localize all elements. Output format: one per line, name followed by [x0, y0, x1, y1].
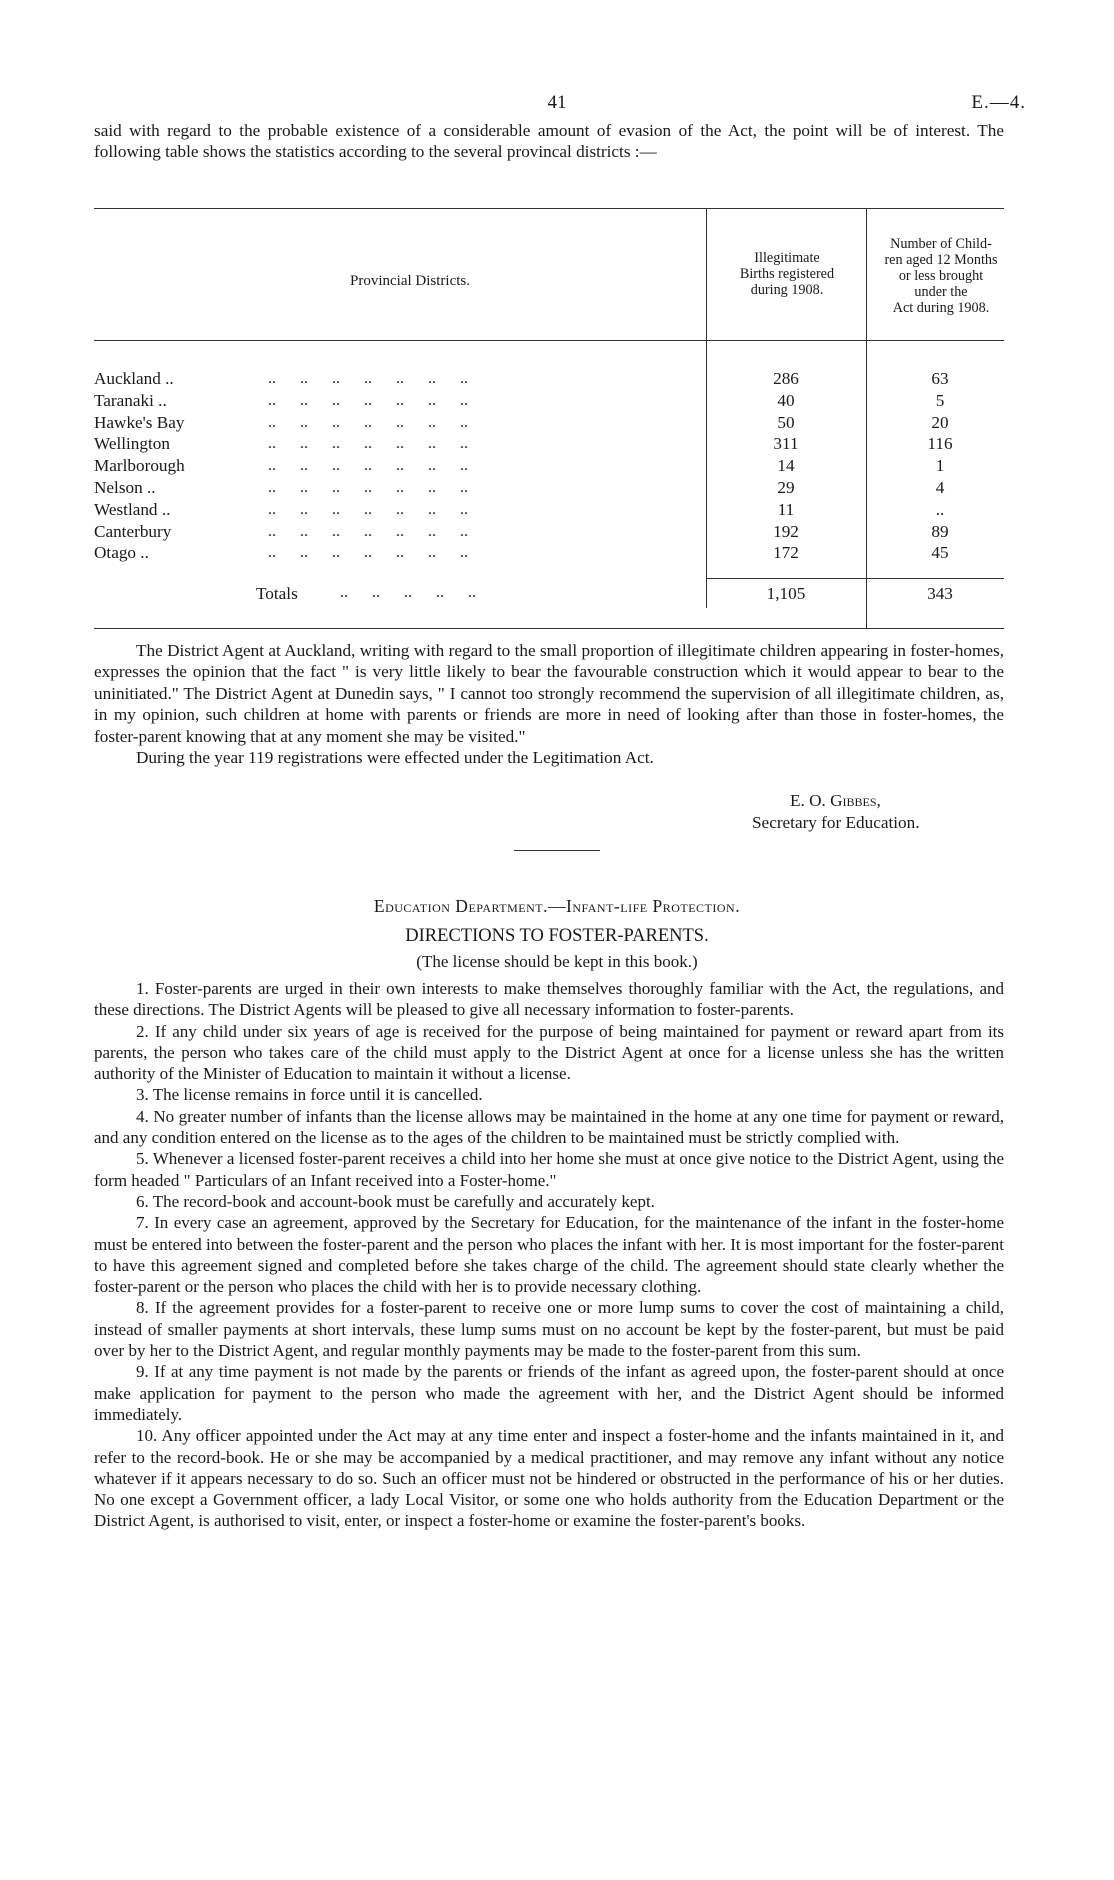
row-births: 50: [777, 412, 795, 432]
direction-item: 6. The record-book and account-book must be carefully and accurately kept.: [136, 1191, 655, 1211]
direction-item: 3. The license remains in force until it is cancelled.: [136, 1085, 483, 1105]
intro-paragraph: [94, 120, 1004, 163]
col-header-districts: Provincial Districts.: [350, 273, 470, 289]
page-number: 41: [547, 92, 567, 113]
row-births: 14: [777, 456, 795, 476]
table-row: [0, 390, 1114, 412]
table-body: [0, 368, 1114, 564]
row-children: ..: [935, 499, 945, 519]
agent-text: The District Agent at Auckland, writing with regard to the small proportion of illegitimate children appearing in foster-homes, expresses the opinion that the fact " is very little likely to bear the favourable construction which it would appear to bear to the uninitiated." The District Agent at Dunedin says, " I cannot too strongly recommend the supervision of all illegitimate children, as, in my opinion, such children at home with parents or friends are more in need of looking after than those in foster-homes, the foster-parent knowing that at any moment she may be visited.": [94, 641, 1004, 746]
direction-item: 7. In every case an agreement, approved by the Secretary for Education, for the maintenance of the infant in the foster-home must be entered into between the foster-parent and the person who places the infant with her. It is most important for the foster-parent to have this agreement signed and completed before she takes charge of the child. The agreement should state clearly whether the foster-parent or the person who places the child with her is to provide necessary clothing.: [94, 1213, 1004, 1297]
col-header-births-line: Births registered: [739, 266, 835, 282]
row-district: Nelson ..: [94, 477, 156, 497]
table-top-rule: [94, 208, 1004, 209]
direction-item: 10. Any officer appointed under the Act may at any time enter and inspect a foster-home and the infants maintained in it, and refer to the record-book. He or she may be accompanied by a medical practitioner, and may remove any infant without any notice whatever if it appears necessary to do so. Such an officer must not be hindered or obstructed in the performance of his or her duties. No one except a Government officer, a lady Local Visitor, or some one who holds authority from the Education Department or the District Agent, is authorised to visit, enter, or inspect a foster-home or examine the foster-parent's books.: [94, 1426, 1004, 1531]
table-header-rule: [94, 340, 1004, 341]
directions-list: [94, 978, 1004, 1532]
section-heading: Education Department.—Infant-life Protection.: [373, 896, 741, 916]
col-header-births: [712, 250, 862, 298]
row-district: Hawke's Bay: [94, 412, 185, 432]
table-row: [0, 542, 1114, 564]
row-births: 172: [773, 543, 799, 563]
table-row: [0, 455, 1114, 477]
row-children: 116: [927, 434, 953, 454]
row-district: Wellington: [94, 434, 170, 454]
table-row: [0, 412, 1114, 434]
direction-item: 9. If at any time payment is not made by the parents or friends of the infant as agreed upon, the foster-parent should at once make application for payment to the person who made the agreement with her, and the District Agent should be informed immediately.: [94, 1362, 1004, 1424]
table-row: [0, 521, 1114, 543]
col-header-children-line: or less brought: [898, 268, 984, 284]
row-births: 11: [777, 499, 795, 519]
direction-item: 1. Foster-parents are urged in their own interests to make themselves thoroughly familiar with the Act, the regulations, and these directions. The District Agents will be pleased to give all necessary information to foster-parents.: [94, 979, 1004, 1020]
row-district: Otago ..: [94, 543, 149, 563]
direction-item: 2. If any child under six years of age is received for the purpose of being maintained for payment or reward apart from its parents, the person who takes care of the child must apply to the District Agent at once for a license unless she has the written authority of the Minister of Education to maintain it without a license.: [94, 1021, 1004, 1084]
col-header-children: [868, 236, 1014, 316]
intro-text: said with regard to the probable existence of a considerable amount of evasion of the Act, the point will be of interest. The following table shows the statistics according to the several provincal districts :—: [94, 121, 1004, 162]
signature-title: Secretary for Education.: [752, 813, 920, 832]
table-bottom-rule: [94, 628, 1004, 629]
row-children: 1: [935, 456, 945, 476]
row-leader: .. .. .. .. .. .. ..: [268, 522, 468, 540]
row-children: 20: [931, 412, 949, 432]
table-row: [0, 499, 1114, 521]
row-births: 311: [773, 434, 799, 454]
direction-item: 5. Whenever a licensed foster-parent receives a child into her home she must at once give notice to the District Agent, using the form headed " Particulars of an Infant received into a Foster-home.": [94, 1149, 1004, 1190]
col-header-children-line: Number of Child-: [890, 236, 992, 252]
row-leader: .. .. .. .. .. .. ..: [268, 500, 468, 518]
section-subtitle: (The license should be kept in this book.): [416, 952, 698, 971]
col-header-children-line: under the: [914, 284, 968, 300]
agent-paragraph: [94, 640, 1004, 768]
row-children: 89: [931, 521, 949, 541]
table-row: [0, 368, 1114, 390]
col-header-births-line: during 1908.: [750, 282, 824, 298]
row-leader: .. .. .. .. .. .. ..: [268, 457, 468, 475]
row-children: 5: [935, 390, 945, 410]
row-leader: .. .. .. .. .. .. ..: [268, 370, 468, 387]
row-leader: .. .. .. .. .. .. ..: [268, 478, 468, 496]
col-header-children-line: Act during 1908.: [892, 300, 990, 316]
col-header-children-line: ren aged 12 Months: [884, 252, 998, 268]
document-reference: E.—4.: [971, 92, 1026, 113]
totals-children: 343: [927, 584, 953, 603]
row-district: Marlborough: [94, 456, 185, 476]
row-leader: .. .. .. .. .. .. ..: [268, 391, 468, 409]
row-district: Taranaki ..: [94, 390, 167, 410]
row-leader: .. .. .. .. .. .. ..: [268, 435, 468, 453]
row-district: Auckland ..: [94, 369, 174, 388]
totals-label: Totals: [256, 584, 298, 603]
table-row: [0, 433, 1114, 455]
totals-births: 1,105: [766, 584, 806, 603]
row-district: Westland ..: [94, 499, 171, 519]
row-births: 40: [777, 390, 795, 410]
registrations-text: During the year 119 registrations were effected under the Legitimation Act.: [136, 748, 654, 768]
row-births: 29: [777, 477, 795, 497]
row-children: 4: [935, 477, 945, 497]
section-divider: [514, 850, 600, 851]
row-children: 63: [931, 369, 949, 388]
col-header-births-line: Illegitimate: [754, 250, 820, 266]
section-title: DIRECTIONS TO FOSTER-PARENTS.: [405, 926, 709, 946]
totals-rule: [706, 578, 1004, 579]
row-leader: .. .. .. .. .. .. ..: [268, 544, 468, 562]
row-children: 45: [931, 543, 949, 563]
row-leader: .. .. .. .. .. .. ..: [268, 413, 468, 431]
table-row: [0, 477, 1114, 499]
row-births: 286: [773, 369, 799, 388]
direction-item: 4. No greater number of infants than the license allows may be maintained in the home at any one time for payment or reward, and any condition entered on the license as to the ages of the children to be maintained must be strictly complied with.: [94, 1106, 1004, 1148]
totals-leader: .. .. .. .. ..: [340, 584, 476, 601]
signature-name: [790, 790, 881, 811]
signature-name-text: E. O. Gibbes,: [790, 791, 881, 810]
row-district: Canterbury: [94, 521, 172, 541]
direction-item: 8. If the agreement provides for a foster-parent to receive one or more lump sums to cover the cost of maintaining a child, instead of smaller payments at short intervals, these lump sums must on no account be kept by the foster-parent, but must be paid over by her to the District Agent, and regular monthly payments may be made to the foster-parent from this sum.: [94, 1298, 1004, 1361]
row-births: 192: [773, 521, 799, 541]
